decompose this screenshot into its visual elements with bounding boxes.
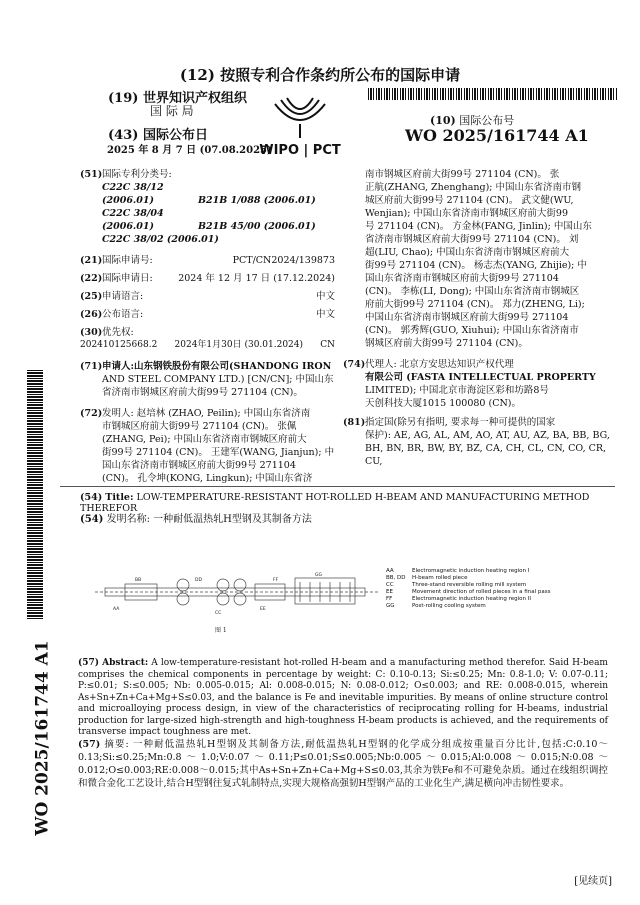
legend-row <box>386 603 550 610</box>
inventor-line: 中国山东省济南市钢城区府前大街99号 271104 <box>365 312 569 323</box>
figure-label: FF <box>273 578 279 583</box>
priority-row <box>80 339 335 352</box>
figure-label: EE <box>260 607 266 612</box>
inventor-line: 街99号 271104 (CN)。 王建军(WANG, Jianjun); 中 <box>102 447 335 458</box>
title-label: Title: <box>105 492 134 503</box>
title-en: LOW-TEMPERATURE-RESISTANT HOT-ROLLED H-BEAM AND MANUFACTURING METHOD THEREFOR <box>80 492 590 514</box>
ipc-code: B21B 45/00 (2006.01) <box>198 221 316 232</box>
wipo-logo-icon <box>235 96 365 158</box>
figure-label: DD <box>195 578 202 583</box>
inventor-line: 国山东省济南市钢城区府前大街99号 271104 <box>365 273 559 284</box>
field-number: (26) <box>80 309 103 320</box>
inventor-continuation <box>343 168 615 350</box>
field-number: (74) <box>343 359 366 370</box>
figure-label: GG <box>315 573 322 578</box>
ipc-code: B21B 1/088 (2006.01) <box>198 195 316 206</box>
field-number: (19) <box>108 91 139 106</box>
field-number: (81) <box>343 417 366 428</box>
legend-row <box>386 575 550 582</box>
inventor-line: 省济南市钢城区府前大街99号 271104 (CN)。 刘 <box>365 234 579 245</box>
legend-key: EE <box>386 589 393 595</box>
abstract-en-text: A low-temperature-resistant hot-rolled H-beam and a manufacturing method therefor. Said H-beam comprises the chemical components in percentage by weight: C: 0.10-0.13; Si:≤0.25; Mn: 0.8-1.0; V: 0.07-0.11; P:≤0.01; S:≤0.005; Nb: 0.005-0.015; Al: 0.008-0.015; N: 0.08-0.012; O≤0.003; and RE: 0.008-0.015, wherein As+Sn+Zn+Ca+Mg+S≤0.03, and the balance is Fe and inevitable impurities. By means of online structure control and microalloying process design, in view of the characteristics of reciprocating rolling for H-beams, industrial production for large-sized high-strength and high-toughness H-beam products is achieved, and the requirements of transverse impact toughness are met. <box>78 658 608 737</box>
ipc-row <box>102 181 335 207</box>
legend-row <box>386 589 550 596</box>
field-number: (10) <box>430 114 456 127</box>
legend-row <box>386 582 550 589</box>
rolling-line-figure <box>95 570 385 635</box>
figure-label: CC <box>215 611 222 616</box>
filing-date-field <box>80 272 335 285</box>
inventor-line: 号 271104 (CN)。 方金林(FANG, Jinlin); 中国山东 <box>365 221 592 232</box>
ipc-row <box>102 233 335 246</box>
legend-text: Electromagnetic induction heating region II <box>412 596 531 602</box>
applicant-line: AND STEEL COMPANY LTD.) [CN/CN]; 中国山东 <box>102 374 334 385</box>
legend-text: Movement direction of rolled pieces in a final pass <box>412 589 551 595</box>
application-number-field <box>80 254 335 267</box>
side-pub-number: WO 2025/161744 A1 <box>32 640 53 836</box>
title-zh-field <box>80 510 312 525</box>
pub-number: WO 2025/161744 A1 <box>405 126 589 145</box>
field-number: (51) <box>80 169 103 180</box>
priority-country: CN <box>320 340 335 350</box>
designated-states-line: 指定国(除另有指明, 要求每一种可提供的国家 <box>365 417 556 428</box>
field-label: 优先权: <box>102 327 134 338</box>
publication-language-field <box>80 308 335 321</box>
field-number: (30) <box>80 327 103 338</box>
inventor-line: Wenjian); 中国山东省济南市钢城区府前大街99 <box>365 208 569 219</box>
legend-key: AA <box>386 568 394 574</box>
priority-date: 2024年1月30日 (30.01.2024) <box>174 340 304 350</box>
inventor-line: 钢城区府前大街99号 271104 (CN)。 <box>365 338 528 349</box>
field-number: (72) <box>80 408 103 419</box>
roll-circle <box>217 579 229 591</box>
legend-row <box>386 596 550 603</box>
legend-key: BB, DD <box>386 575 406 581</box>
abstract-zh-label: 摘要: <box>104 739 129 750</box>
inventor-line: 国山东省济南市钢城区府前大街99号 271104 <box>102 460 296 471</box>
inventor-line: (CN)。 孔令坤(KONG, Lingkun); 中国山东省济 <box>102 473 313 484</box>
wipo-logo-text: WIPO | PCT <box>259 143 341 158</box>
ipc-code: C22C 38/04 (2006.01) <box>102 208 164 232</box>
pub-number-label-text: 国际公布号 <box>459 114 515 127</box>
office-line1: 世界知识产权组织 <box>142 91 247 106</box>
roll-circle <box>177 579 189 591</box>
designated-states-line: BH, BN, BR, BW, BY, BZ, CA, CH, CL, CN, CO, CR, CU, <box>365 443 607 467</box>
field-label: 国际申请号: <box>102 255 153 266</box>
applicant-field <box>80 360 335 399</box>
pub-date-value: 2025 年 8 月 7 日 (07.08.2025) <box>107 145 272 156</box>
applicant-line: 申请人:山东钢铁股份有限公司(SHANDONG IRON <box>102 361 332 372</box>
abstract-label: Abstract: <box>102 658 149 668</box>
legend-text: H-beam rolled piece <box>412 575 468 581</box>
figure-label: AA <box>113 607 120 612</box>
field-number: (57) <box>78 658 100 668</box>
field-number: (22) <box>80 273 103 284</box>
title-zh: 一种耐低温热轧H型钢及其制备方法 <box>153 514 312 525</box>
ipc-row <box>102 207 335 233</box>
legend-text: Electromagnetic induction heating region I <box>412 568 530 574</box>
figure-label: BB <box>135 578 142 583</box>
right-column <box>343 168 615 468</box>
side-barcode-icon <box>27 370 43 620</box>
legend-key: FF <box>386 596 393 602</box>
inventor-line: 南市钢城区府前大街99号 271104 (CN)。 张 <box>365 169 560 180</box>
field-label: 申请语言: <box>102 291 144 302</box>
figure-legend <box>386 568 550 610</box>
legend-key: GG <box>386 603 395 609</box>
field-number: (54) <box>80 514 104 525</box>
agent-field <box>343 358 615 410</box>
field-number: (43) <box>108 128 139 143</box>
legend-text: Three-stand reversible rolling mill system <box>412 582 527 588</box>
designated-states-line: 保护): AE, AG, AL, AM, AO, AT, AU, AZ, BA, BB, BG, <box>365 430 610 441</box>
cooling-system-shape <box>295 578 355 604</box>
publication-language: 中文 <box>315 309 335 320</box>
inventor-line: 发明人: 赵培林 (ZHAO, Peilin); 中国山东省济南 <box>102 408 311 419</box>
figure-caption: 图 1 <box>215 627 227 634</box>
inventor-line: 府前大街99号 271104 (CN)。 郑力(ZHENG, Li); <box>365 299 585 310</box>
barcode-icon <box>368 88 618 100</box>
abstract-zh <box>78 738 608 790</box>
inventor-line: 街99号 271104 (CN)。 杨志杰(YANG, Zhijie); 中 <box>365 260 587 271</box>
inventor-line: 市钢城区府前大街99号 271104 (CN)。 张佩 <box>102 421 297 432</box>
roll-circle <box>217 593 229 605</box>
field-label: 公布语言: <box>102 309 144 320</box>
roll-circle <box>234 593 246 605</box>
priority-field <box>80 326 335 352</box>
inventor-line: 超(LIU, Chao); 中国山东省济南市钢城区府前大 <box>365 247 570 258</box>
field-number: (57) <box>78 739 101 750</box>
legend-key: CC <box>386 582 394 588</box>
office-line2: 国 际 局 <box>150 104 194 118</box>
field-label: 国际申请日: <box>102 273 153 284</box>
inventor-line: (ZHANG, Pei); 中国山东省济南市钢城区府前大 <box>102 434 307 445</box>
ipc-code: C22C 38/02 (2006.01) <box>102 234 219 245</box>
agent-line: 天创科技大厦1015 100080 (CN)。 <box>365 398 521 409</box>
abstract-en <box>78 658 608 739</box>
agent-line: 代理人: 北京方安思达知识产权代理 <box>365 359 514 370</box>
ipc-code: C22C 38/12 (2006.01) <box>102 182 164 206</box>
left-column <box>80 168 335 485</box>
roll-circle <box>234 579 246 591</box>
applicant-line: 省济南市钢城区府前大街99号 271104 (CN)。 <box>102 387 303 398</box>
ipc-field <box>80 168 335 246</box>
application-number: PCT/CN2024/139873 <box>232 255 335 266</box>
ipc-label: 国际专利分类号: <box>102 169 172 180</box>
abstract-zh-text: 一种耐低温热轧H型钢及其制备方法,耐低温热轧H型钢的化学成分组成按重量百分比计,包括:C:0.10～0.13;Si:≤0.25;Mn:0.8～1.0;V:0.07～0.11;P≤0.01;S≤0.005;Nb:0.005～0.015;Al:0.008～0.015;N:0.08～0.012;O≤0.003;RE:0.008～0.015;其中As+Sn+Zn+Ca+Mg+S≤0.03,其余为铁Fe和不可避免杂质。通过在线组织调控和微合金化工艺设计,结合H型钢往复式轧制特点,实现大规格高强韧H型钢产品的工业化生产,满足横向冲击韧性要求。 <box>78 739 608 789</box>
inventor-line: (CN)。 郭秀辉(GUO, Xiuhui); 中国山东省济南市 <box>365 325 579 336</box>
document-title: (12) 按照专利合作条约所公布的国际申请 <box>179 66 461 84</box>
agent-line: 有限公司 (FASTA INTELLECTUAL PROPERTY <box>365 372 596 383</box>
roll-circle <box>177 593 189 605</box>
legend-text: Post-rolling cooling system <box>412 603 486 609</box>
inventor-line: 正航(ZHANG, Zhenghang); 中国山东省济南市钢 <box>365 182 582 193</box>
title-zh-label: 发明名称: <box>106 514 150 525</box>
priority-number: 202410125668.2 <box>80 340 158 350</box>
inventor-line: (CN)。 李栋(LI, Dong); 中国山东省济南市钢城区 <box>365 286 580 297</box>
field-number: (71) <box>80 361 103 372</box>
legend-row <box>386 568 550 575</box>
field-number: (54) <box>80 492 103 503</box>
continued-note: [见续页] <box>574 876 612 887</box>
filing-language: 中文 <box>315 291 335 302</box>
agent-line: LIMITED); 中国北京市海淀区彩和坊路8号 <box>365 385 549 396</box>
separator-line <box>60 486 615 487</box>
field-number: (25) <box>80 291 103 302</box>
field-number: (21) <box>80 255 103 266</box>
pub-date-label-text: 国际公布日 <box>142 128 208 143</box>
inventor-line: 城区府前大街99号 271104 (CN)。 武文健(WU, <box>365 195 574 206</box>
filing-language-field <box>80 290 335 303</box>
designated-states-field <box>343 416 615 468</box>
inventor-field <box>80 407 335 485</box>
filing-date: 2024 年 12 月 17 日 (17.12.2024) <box>178 273 335 284</box>
